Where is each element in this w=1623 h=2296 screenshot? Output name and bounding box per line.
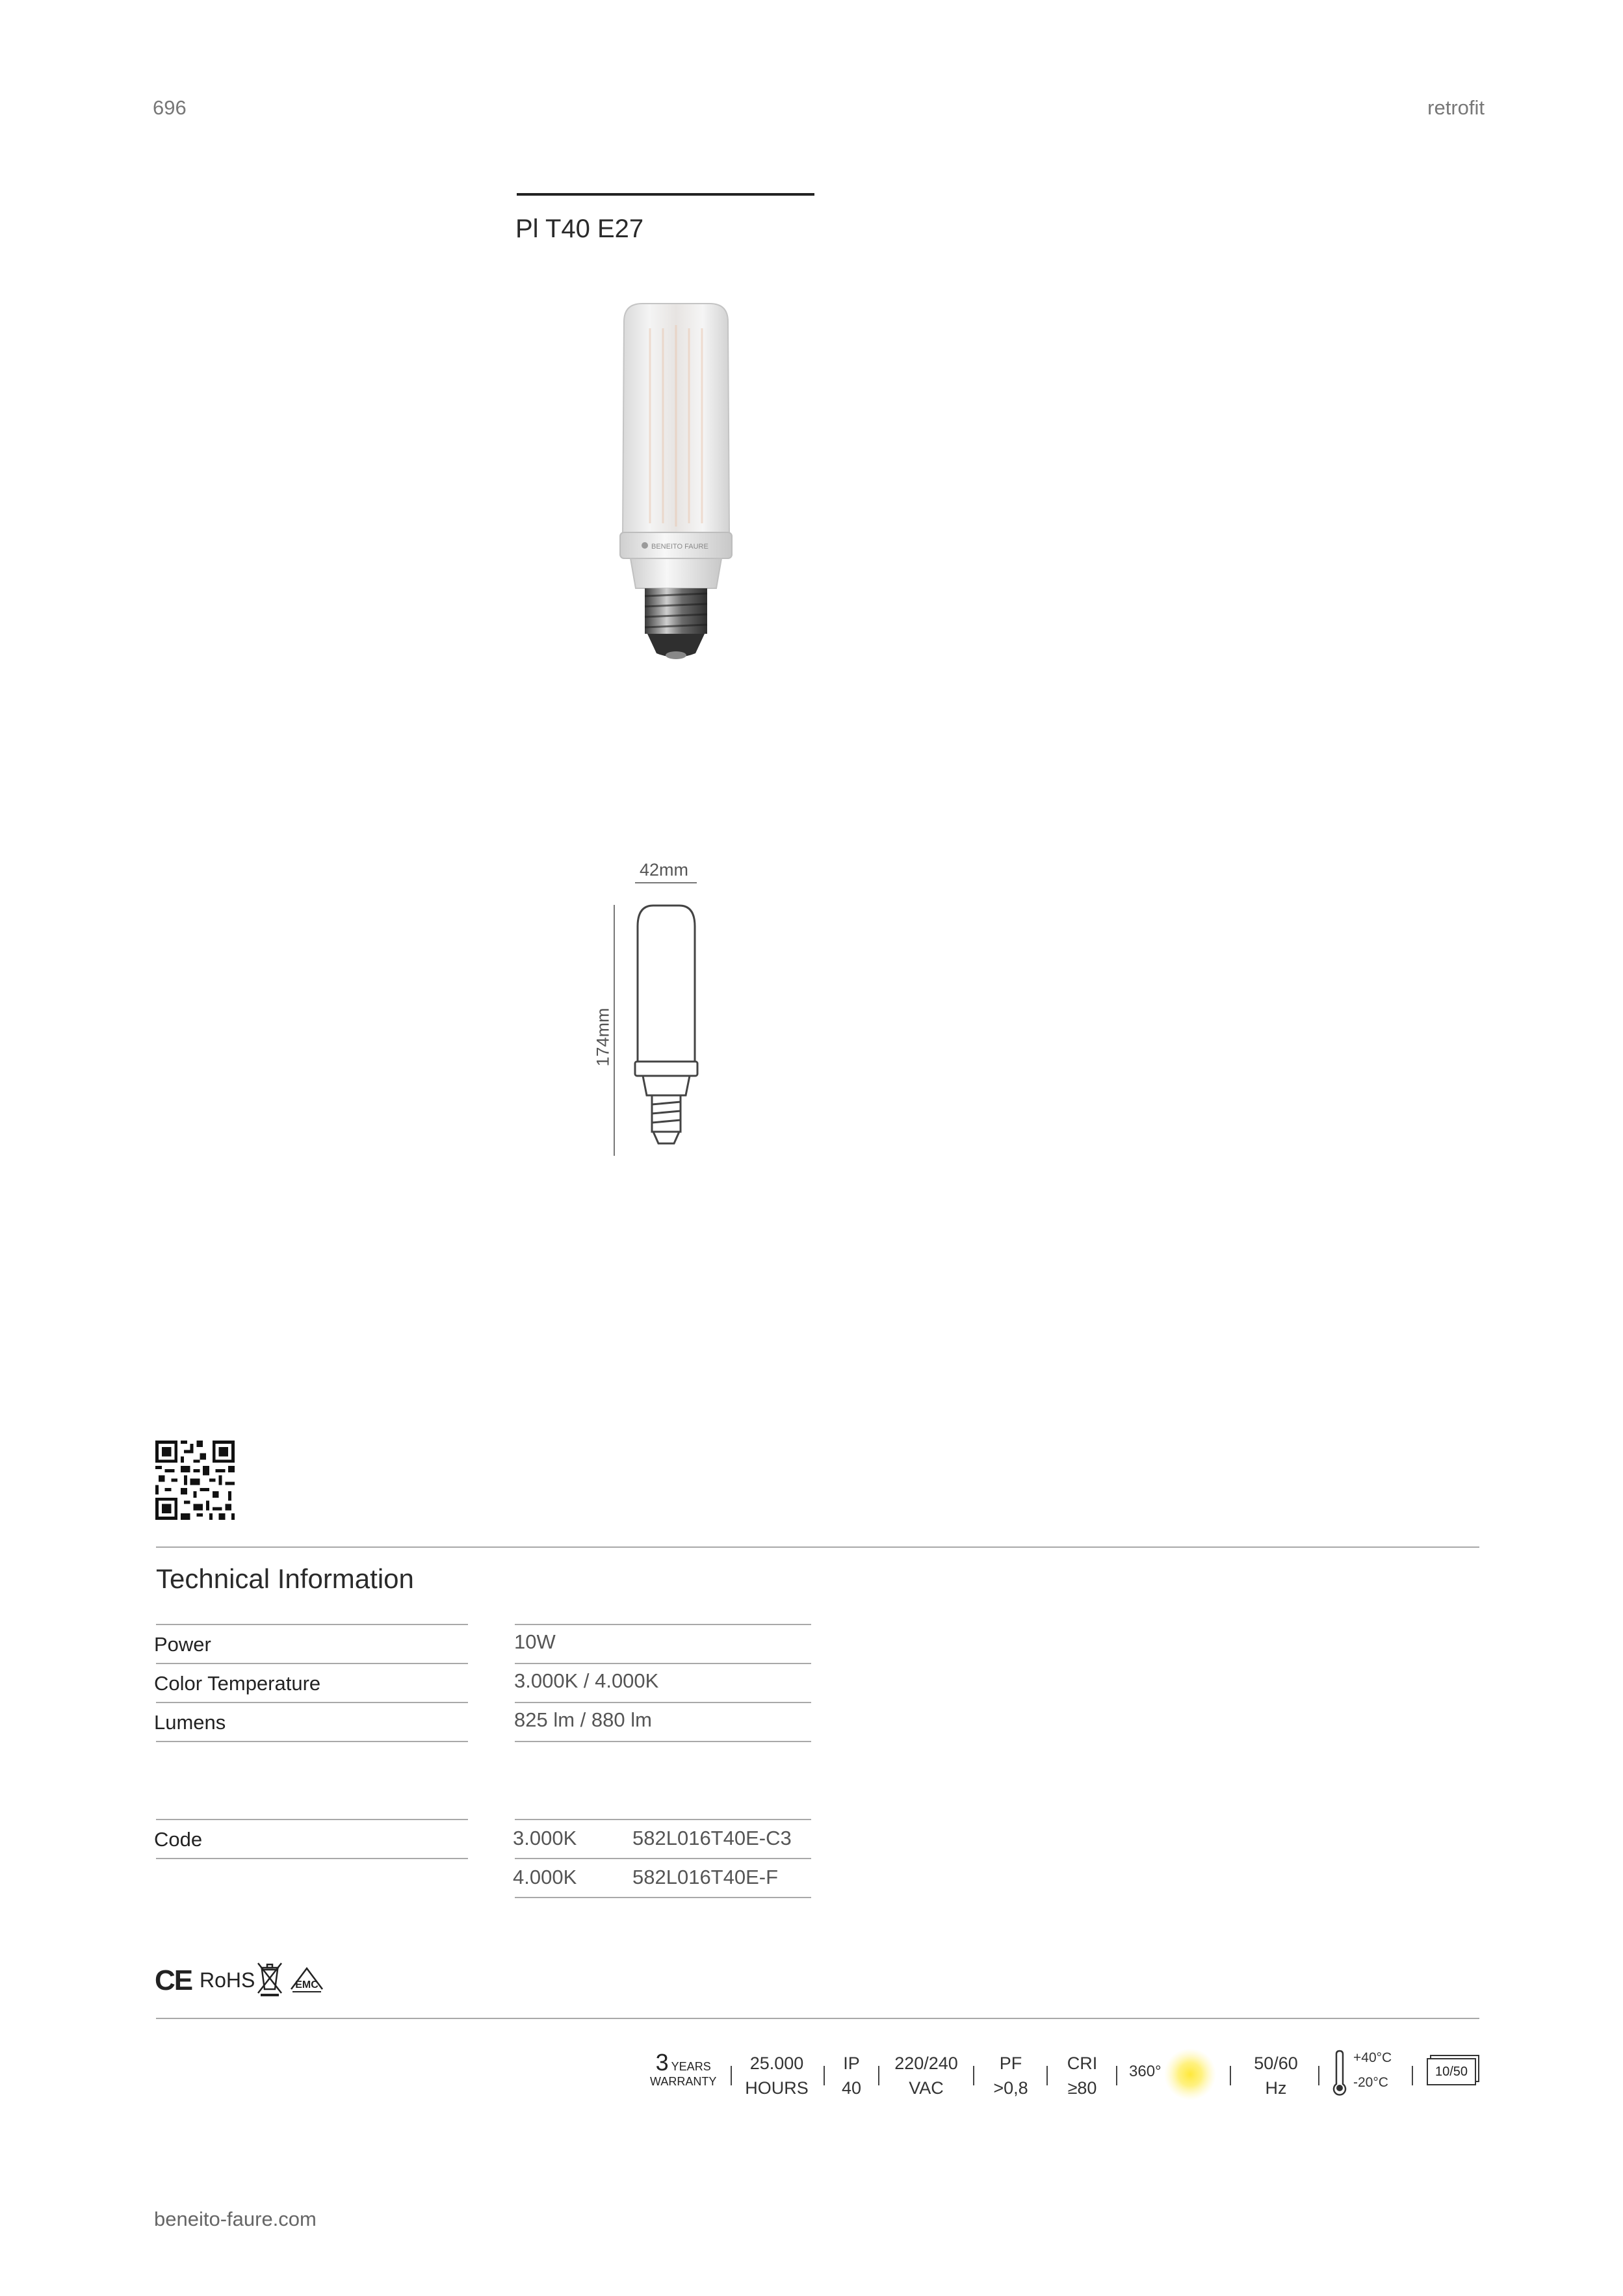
code-temp-4000: 4.000K [513, 1866, 577, 1888]
thermometer-icon [1331, 2049, 1348, 2096]
spec-rule-left [156, 1624, 468, 1625]
frequency-value: 50/60 [1254, 2054, 1298, 2073]
pf-label: PF [999, 2054, 1022, 2073]
brand-mark: BENEITO FAURE [651, 543, 708, 551]
spec-label-color-temperature: Color Temperature [154, 1672, 321, 1695]
qr-code[interactable] [155, 1441, 235, 1520]
spec-rule-right [515, 1741, 811, 1742]
feature-separator [1412, 2066, 1413, 2085]
feature-separator [1318, 2066, 1319, 2085]
section-divider [156, 1546, 1479, 1548]
section-name: retrofit [1427, 96, 1485, 119]
spec-rule-left [156, 1741, 468, 1742]
ce-mark: CE [155, 1964, 192, 1996]
product-title: Pl T40 E27 [515, 215, 644, 243]
frequency-label: Hz [1265, 2078, 1287, 2098]
page-number: 696 [153, 96, 187, 119]
code-rule-right [515, 1897, 811, 1898]
emc-mark-icon [289, 1966, 325, 1994]
hours-value: 25.000 [749, 2054, 804, 2073]
rohs-mark: RoHS [200, 1968, 255, 1992]
temp-max: +40°C [1353, 2050, 1392, 2065]
code-value-3000: 582L016T40E-C3 [632, 1827, 792, 1849]
title-rule [517, 193, 814, 196]
feature-separator [731, 2066, 732, 2085]
ip-label: IP [843, 2054, 860, 2073]
voltage-feature [887, 2051, 965, 2100]
feature-separator [1046, 2066, 1048, 2085]
spec-rule-left [156, 1702, 468, 1703]
dimmer-box-icon: 10/50 [1427, 2058, 1476, 2085]
spec-rule-right [515, 1663, 811, 1664]
spec-value-color-temperature: 3.000K / 4.000K [514, 1669, 659, 1692]
width-dimension-line [635, 882, 697, 883]
outline-drawing [627, 900, 705, 1160]
ip-value: 40 [841, 2078, 862, 2098]
weee-bin-icon [255, 1961, 284, 1997]
feature-separator [973, 2066, 974, 2085]
hours-feature [744, 2051, 809, 2100]
height-dimension: 174mm [593, 1008, 613, 1067]
frequency-feature [1240, 2051, 1312, 2100]
sun-icon [1163, 2048, 1217, 2101]
warranty-label: WARRANTY [650, 2075, 717, 2088]
code-rule-left [156, 1819, 468, 1820]
hours-label: HOURS [745, 2078, 809, 2098]
warranty-unit: YEARS [671, 2060, 711, 2073]
cri-feature [1056, 2051, 1108, 2100]
beam-angle-value: 360° [1129, 2063, 1162, 2080]
code-rule-right [515, 1819, 811, 1820]
feature-separator [878, 2066, 879, 2085]
spec-value-lumens: 825 lm / 880 lm [514, 1708, 652, 1731]
technical-info-title: Technical Information [156, 1563, 414, 1594]
features-divider [156, 2018, 1479, 2019]
pf-value: >0,8 [993, 2078, 1028, 2098]
voltage-label: VAC [909, 2078, 944, 2098]
code-rule-left [156, 1858, 468, 1859]
temp-min: -20°C [1353, 2075, 1388, 2090]
code-label: Code [154, 1828, 203, 1851]
width-dimension: 42mm [640, 860, 689, 880]
cri-value: ≥80 [1067, 2078, 1097, 2098]
product-photo [611, 296, 741, 673]
cri-label: CRI [1067, 2054, 1098, 2073]
emc-text: EMC [295, 1979, 318, 1990]
code-temp-3000: 3.000K [513, 1827, 577, 1849]
warranty-number: 3 [655, 2049, 669, 2076]
spec-rule-right [515, 1702, 811, 1703]
code-rule-right [515, 1858, 811, 1859]
feature-separator [1230, 2066, 1231, 2085]
spec-label-lumens: Lumens [154, 1711, 226, 1734]
pf-feature [985, 2051, 1037, 2100]
height-dimension-line [614, 905, 615, 1156]
voltage-value: 220/240 [894, 2054, 958, 2073]
spec-value-power: 10W [514, 1630, 556, 1653]
footer-website[interactable]: beneito-faure.com [154, 2208, 317, 2230]
feature-separator [1116, 2066, 1117, 2085]
spec-label-power: Power [154, 1633, 211, 1656]
ip-feature [835, 2051, 868, 2100]
spec-rule-right [515, 1624, 811, 1625]
feature-separator [824, 2066, 825, 2085]
code-value-4000: 582L016T40E-F [632, 1866, 779, 1888]
spec-rule-left [156, 1663, 468, 1664]
warranty-feature [650, 2049, 716, 2089]
